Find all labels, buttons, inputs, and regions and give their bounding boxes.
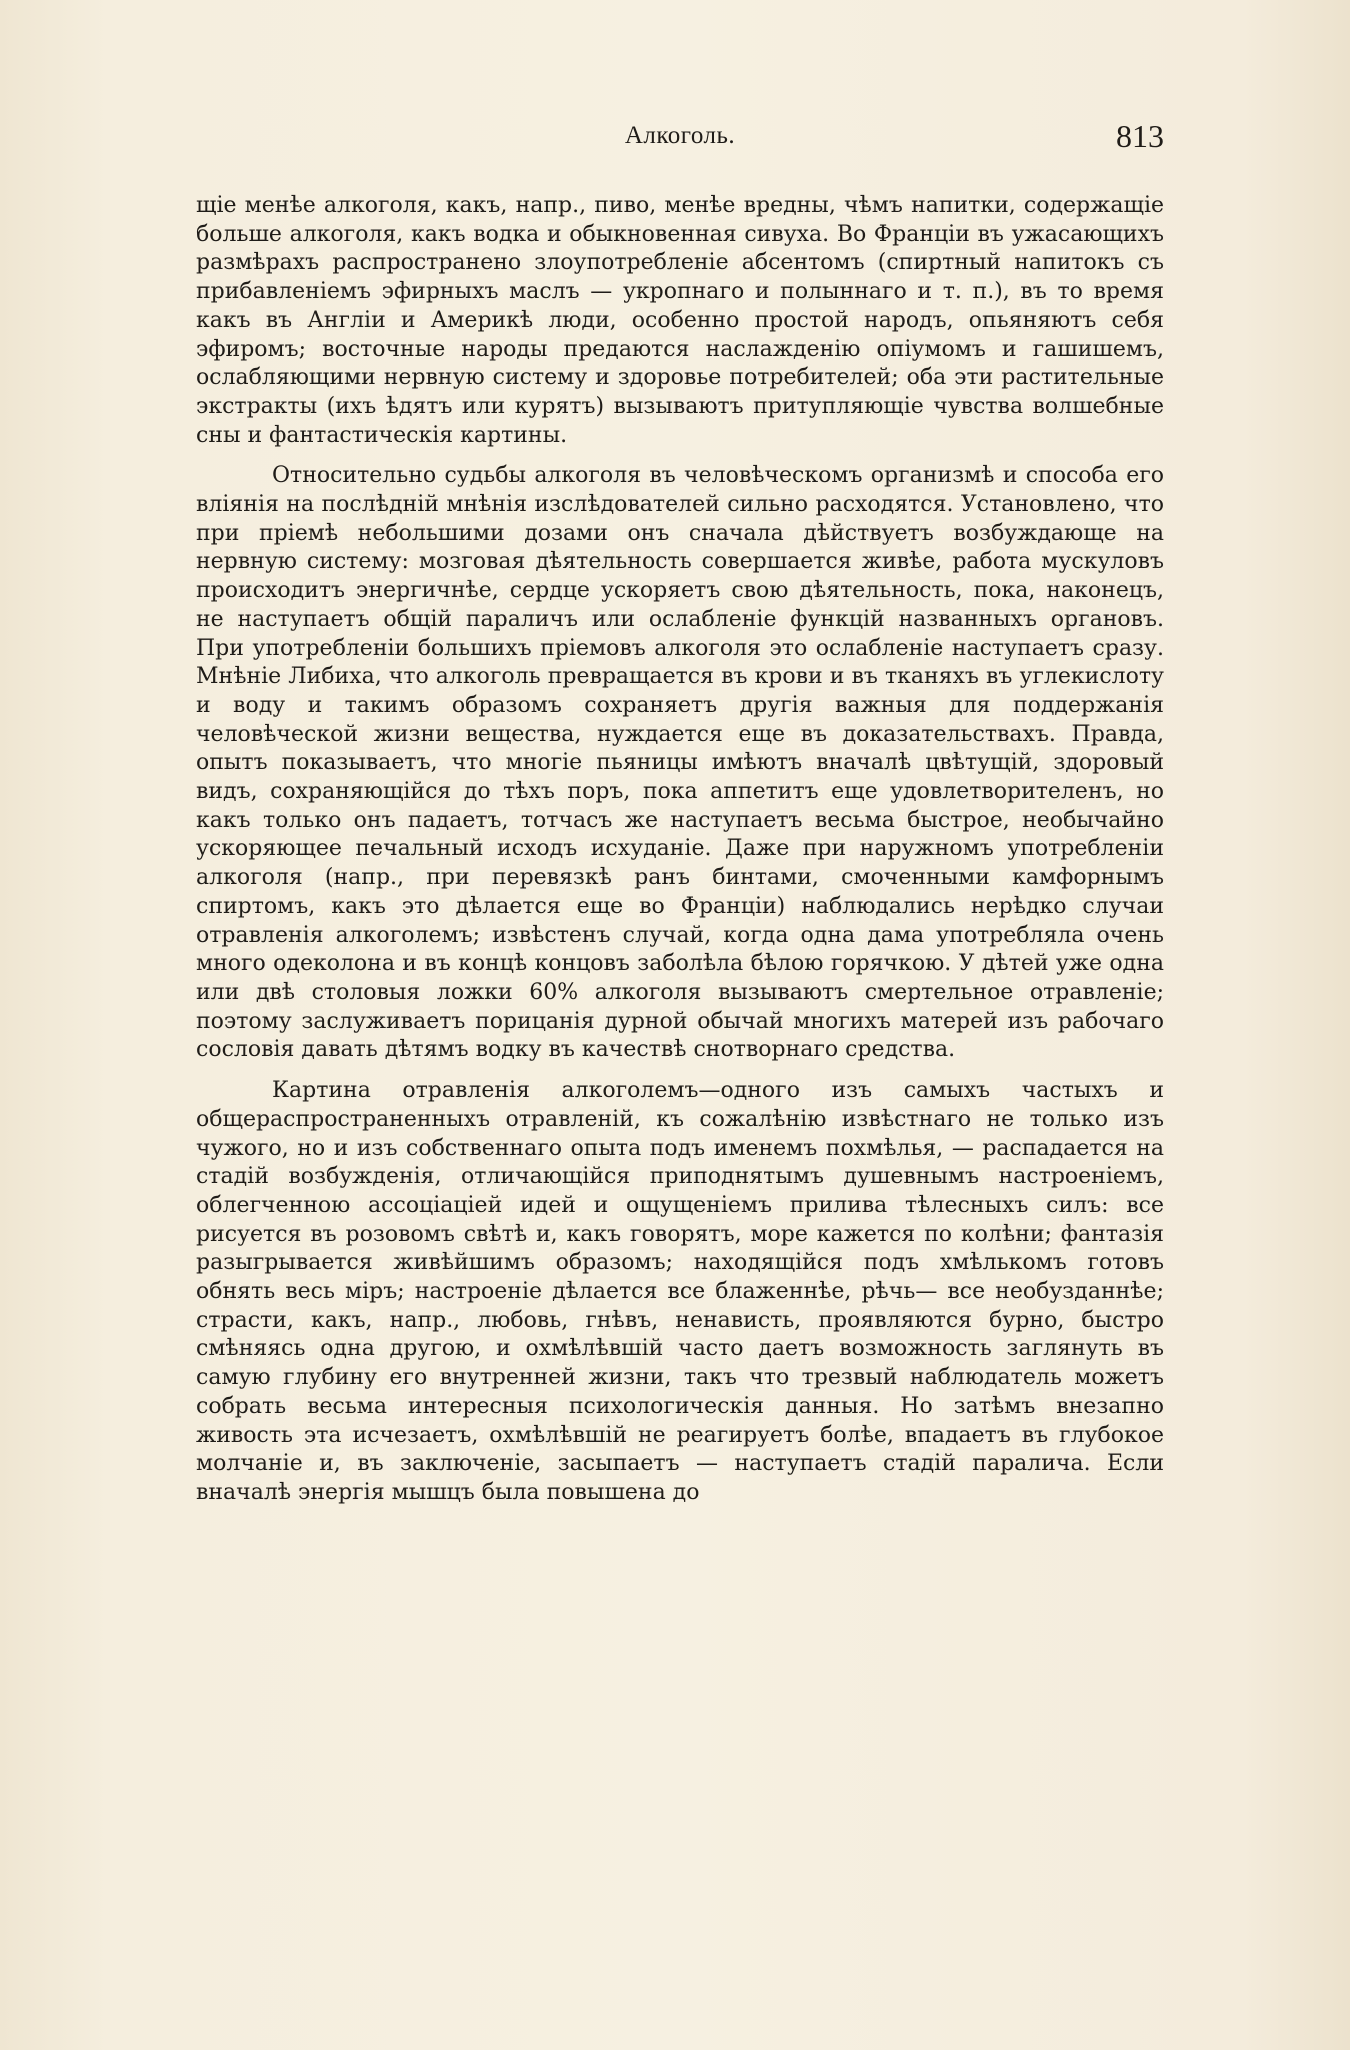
running-title: Алкоголь. [624,122,736,149]
paragraph-3: Картина отравленія алкоголемъ—одного изъ самыхъ частыхъ и общераспространенныхъ отравленій, къ сожалѣнію извѣстнаго не только изъ чужого, но и изъ собственнаго опыта подъ именемъ похмѣлья, — распадается на стадій возбужденія, отличающійся приподнятымъ душевнымъ настроеніемъ, облегченною ассоціаціей идей и ощущеніемъ прилива тѣлесныхъ силъ: все рисуется въ розовомъ свѣтѣ и, какъ говорятъ, море кажется по колѣни; фантазія разыгрывается живѣйшимъ образомъ; находящійся подъ хмѣлькомъ готовъ обнять весь міръ; настроеніе дѣлается все блаженнѣе, рѣчь— все необузданнѣе; страсти, какъ, напр., любовь, гнѣвъ, ненависть, проявляются бурно, быстро смѣняясь одна другою, и охмѣлѣвшій часто даетъ возможность заглянуть въ самую глубину его внутренней жизни, такъ что трезвый наблюдатель можетъ собрать весьма интересныя психологическія данныя. Но затѣмъ внезапно живость эта исчезаетъ, охмѣлѣвшій не реагируетъ болѣе, впадаетъ въ глубокое молчаніе и, въ заключеніе, засыпаетъ — наступаетъ стадій паралича. Если вначалѣ энергія мышцъ была повышена до [196,1078,1164,1505]
page-header [196,118,1164,162]
page-number: 813 [1116,118,1164,154]
paragraph-2: Относительно судьбы алкоголя въ человѣческомъ организмѣ и способа его вліянія на послѣдній мнѣнія изслѣдователей сильно расходятся. Установлено, что при пріемѣ небольшими дозами онъ сначала дѣйствуетъ возбуждающе на нервную систему: мозговая дѣятельность совершается живѣе, работа мускуловъ происходитъ энергичнѣе, сердце ускоряетъ свою дѣятельность, пока, наконецъ, не наступаетъ общій параличъ или ослабленіе функцій названныхъ органовъ. При употребленіи большихъ пріемовъ алкоголя это ослабленіе наступаетъ сразу. Мнѣніе Либиха, что алкоголь превращается въ крови и въ тканяхъ въ углекислоту и воду и такимъ образомъ сохраняетъ другія важныя для поддержанія человѣческой жизни вещества, нуждается еще въ доказательствахъ. Правда, опытъ показываетъ, что многіе пьяницы имѣютъ вначалѣ цвѣтущій, здоровый видъ, сохраняющійся до тѣхъ поръ, пока аппетитъ еще удовлетворителенъ, но какъ только онъ падаетъ, тотчасъ же наступаетъ весьма быстрое, необычайно ускоряющее печальный исходъ исхуданіе. Даже при наружномъ употребленіи алкоголя (напр., при перевязкѣ ранъ бинтами, смоченными камфорнымъ спиртомъ, какъ это дѣлается еще во Франціи) наблюдались нерѣдко случаи отравленія алкоголемъ; извѣстенъ случай, когда одна дама употребляла очень много одеколона и въ концѣ концовъ заболѣла бѣлою горячкою. У дѣтей уже одна или двѣ столовыя ложки 60% алкоголя вызываютъ смертельное отравленіе; поэтому заслуживаетъ порицанія дурной обычай многихъ матерей изъ рабочаго сословія давать дѣтямъ водку въ качествѣ снотворнаго средства. [196,463,1164,1063]
paragraph-1: щіе менѣе алкоголя, какъ, напр., пиво, менѣе вредны, чѣмъ напитки, содержащіе больше алкоголя, какъ водка и обыкновенная сивуха. Во Франціи въ ужасающихъ размѣрахъ распространено злоупотребленіе абсентомъ (спиртный напитокъ съ прибавленіемъ эфирныхъ маслъ — укропнаго и полыннаго и т. п.), въ то время какъ въ Англіи и Америкѣ люди, особенно простой народъ, опьяняютъ себя эфиромъ; восточные народы предаются наслажденію опіумомъ и гашишемъ, ослабляющими нервную систему и здоровье потребителей; оба эти растительные экстракты (ихъ ѣдятъ или курятъ) вызываютъ притупляющіе чувства волшебные сны и фантастическія картины. [196,193,1164,448]
body-text [196,192,1164,1508]
